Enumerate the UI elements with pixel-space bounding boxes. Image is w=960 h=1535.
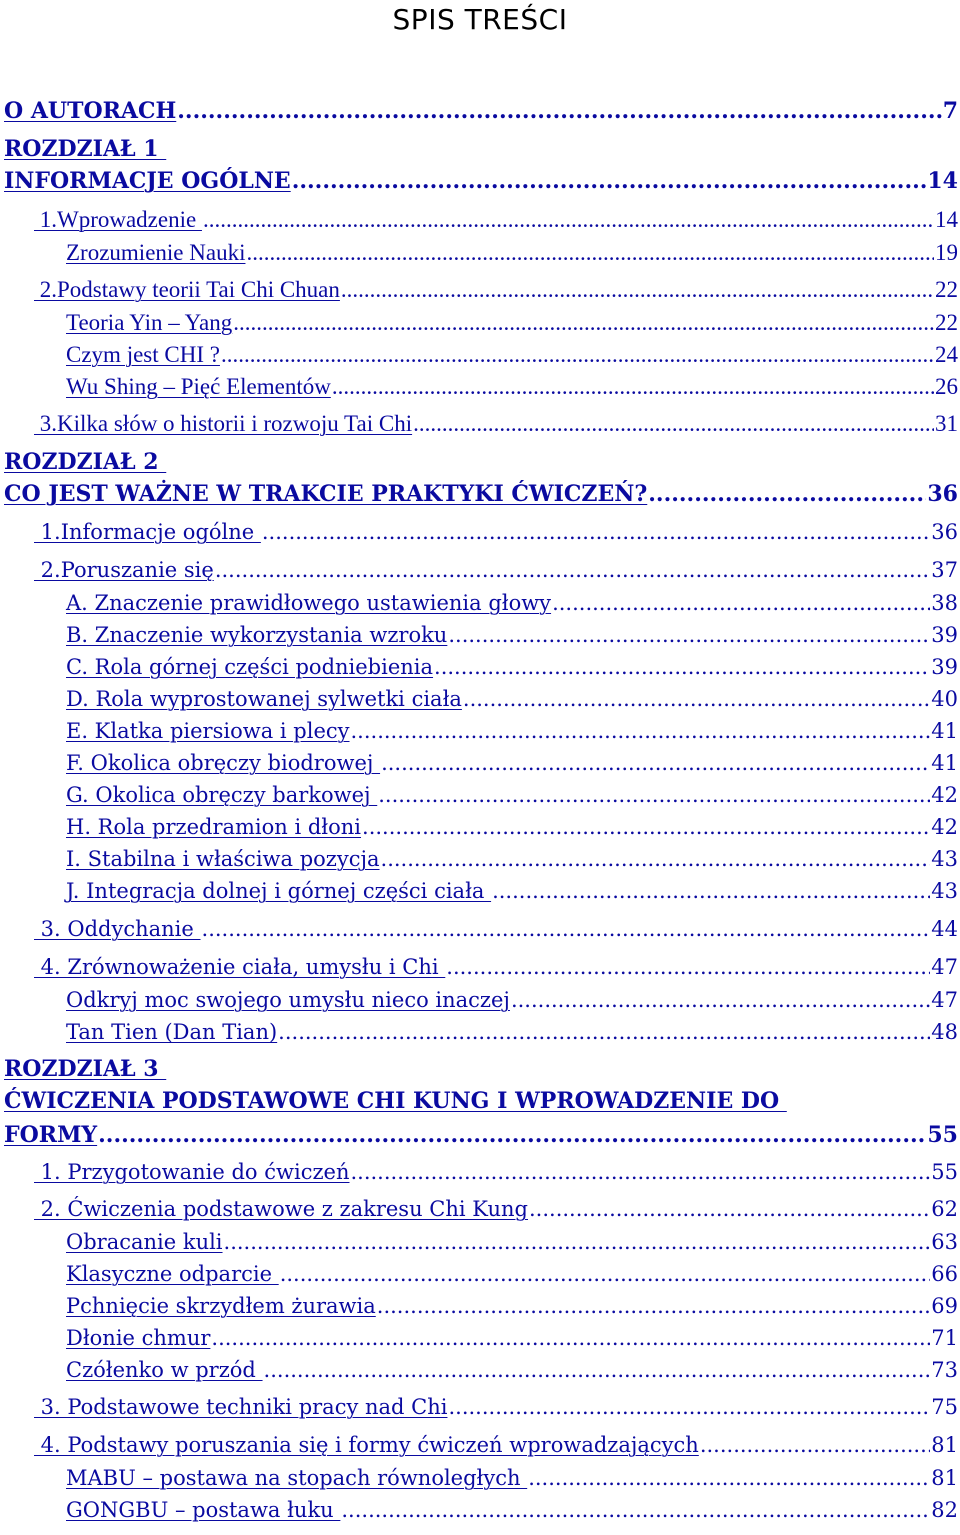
- toc-leader-dots: [492, 879, 930, 903]
- toc-entry-label: Wu Shing – Pięć Elementów: [66, 374, 331, 399]
- toc-entry-h[interactable]: [66, 815, 958, 839]
- toc-leader-dots: [233, 310, 934, 336]
- toc-entry-mabu[interactable]: [66, 1466, 958, 1490]
- toc-entry-wu-shing[interactable]: [66, 374, 958, 400]
- toc-page-number: 82: [931, 1498, 958, 1522]
- toc-leader-dots: [378, 783, 930, 807]
- toc-leader-dots: [529, 1197, 930, 1221]
- toc-entry-label: J. Integracja dolnej i górnej części ciała: [66, 879, 492, 903]
- toc-entry-label: 4. Zrównoważenie ciała, umysłu i Chi: [34, 955, 446, 979]
- chapter-heading-1[interactable]: ROZDZIAŁ 1: [4, 136, 167, 162]
- chapter-heading-2[interactable]: ROZDZIAŁ 2: [4, 449, 167, 475]
- toc-page-number: 75: [931, 1395, 958, 1419]
- toc-leader-dots: [224, 1230, 931, 1254]
- chapter-title-line-1[interactable]: ĆWICZENIA PODSTAWOWE CHI KUNG I WPROWADZENIE DO: [4, 1088, 787, 1114]
- toc-entry-co-jest-wazne[interactable]: [4, 481, 958, 507]
- toc-entry-label: C. Rola górnej części podniebienia: [66, 655, 434, 679]
- page-title: SPIS TREŚCI: [392, 3, 568, 36]
- toc-leader-dots: [528, 1466, 930, 1490]
- toc-page-number: 36: [931, 520, 958, 544]
- toc-page-number: 62: [931, 1197, 958, 1221]
- toc-page-number: 43: [931, 847, 958, 871]
- toc-page-number: 48: [931, 1020, 958, 1044]
- toc-entry-label: Tan Tien (Dan Tian): [66, 1020, 278, 1044]
- toc-leader-dots: [221, 342, 934, 368]
- toc-page-number: 44: [931, 917, 958, 941]
- toc-leader-dots: [292, 168, 927, 194]
- toc-page-number: 37: [931, 558, 958, 582]
- toc-page-number: 55: [927, 1122, 958, 1148]
- toc-leader-dots: [98, 1122, 926, 1148]
- toc-leader-dots: [262, 520, 930, 544]
- toc-page-number: 39: [931, 623, 958, 647]
- toc-entry-label: H. Rola przedramion i dłoni: [66, 815, 362, 839]
- toc-page-number: 63: [931, 1230, 958, 1254]
- toc-page-number: 47: [931, 988, 958, 1012]
- toc-entry-g[interactable]: [66, 783, 958, 807]
- toc-page-number: 22: [935, 310, 958, 335]
- toc-entry-label: 3. Podstawowe techniki pracy nad Chi: [34, 1395, 448, 1419]
- toc-entry-label: D. Rola wyprostowanej sylwetki ciała: [66, 687, 462, 711]
- toc-leader-dots: [377, 1294, 931, 1318]
- toc-page-number: 43: [931, 879, 958, 903]
- toc-entry-e[interactable]: [66, 719, 958, 743]
- toc-entry-label: CO JEST WAŻNE W TRAKCIE PRAKTYKI ĆWICZEŃ?: [4, 481, 648, 507]
- toc-entry-label: Czółenko w przód: [66, 1358, 263, 1382]
- toc-page-number: 69: [931, 1294, 958, 1318]
- toc-leader-dots: [463, 687, 930, 711]
- toc-entry-gongbu[interactable]: [66, 1498, 958, 1522]
- toc-entry-czym-jest-chi[interactable]: [66, 342, 958, 368]
- toc-page-number: 41: [931, 719, 958, 743]
- toc-entry-label: 3. Oddychanie: [34, 917, 201, 941]
- toc-entry-label: Czym jest CHI ?: [66, 342, 220, 367]
- toc-leader-dots: [246, 240, 934, 266]
- toc-entry-label: 3.Kilka słów o historii i rozwoju Tai Chi: [34, 411, 413, 436]
- toc-entry-historia-tai-chi[interactable]: [34, 411, 958, 437]
- toc-entry-c[interactable]: [66, 655, 958, 679]
- toc-entry-label: 2.Poruszanie się: [34, 558, 214, 582]
- toc-page-number: 22: [935, 277, 958, 302]
- toc-page-number: 39: [931, 655, 958, 679]
- toc-page-number: 24: [935, 342, 958, 367]
- toc-entry-teoria-yin-yang[interactable]: [66, 310, 958, 336]
- toc-leader-dots: [215, 558, 930, 582]
- toc-entry-label: 1.Informacje ogólne: [34, 520, 261, 544]
- toc-entry-dlonie-chmur[interactable]: [66, 1326, 958, 1350]
- toc-entry-obracanie-kuli[interactable]: [66, 1230, 958, 1254]
- toc-entry-label: E. Klatka piersiowa i plecy: [66, 719, 350, 743]
- toc-entry-klasyczne-odparcie[interactable]: [66, 1262, 958, 1286]
- toc-leader-dots: [448, 1395, 930, 1419]
- toc-leader-dots: [332, 374, 934, 400]
- toc-entry-label: Teoria Yin – Yang: [66, 310, 233, 335]
- toc-entry-informacje-ogolne-2[interactable]: [34, 520, 958, 544]
- toc-entry-label: 1. Przygotowanie do ćwiczeń: [34, 1160, 350, 1184]
- toc-entry-tan-tien[interactable]: [66, 1020, 958, 1044]
- toc-entry-zrownowazenie[interactable]: [34, 955, 958, 979]
- toc-page-number: 71: [931, 1326, 958, 1350]
- toc-entry-poruszanie-sie[interactable]: [34, 558, 958, 582]
- toc-entry-label: MABU – postawa na stopach równoległych: [66, 1466, 528, 1490]
- toc-leader-dots: [264, 1358, 931, 1382]
- toc-leader-dots: [511, 988, 930, 1012]
- toc-entry-label: Zrozumienie Nauki: [66, 240, 246, 265]
- toc-entry-label: GONGBU – postawa łuku: [66, 1498, 341, 1522]
- toc-entry-f[interactable]: [66, 751, 958, 775]
- toc-entry-pchniecie[interactable]: [66, 1294, 958, 1318]
- toc-entry-formy[interactable]: [4, 1122, 958, 1148]
- toc-page-number: 36: [927, 481, 958, 507]
- toc-page-number: 55: [931, 1160, 958, 1184]
- toc-page-number: 38: [931, 591, 958, 615]
- toc-page-number: 7: [942, 98, 958, 124]
- toc-leader-dots: [341, 1498, 930, 1522]
- toc-entry-informacje-ogolne[interactable]: [4, 168, 958, 194]
- toc-page-number: 66: [931, 1262, 958, 1286]
- toc-leader-dots: [203, 207, 934, 233]
- toc-page-number: 42: [931, 783, 958, 807]
- toc-page-number: 31: [935, 411, 958, 436]
- toc-entry-d[interactable]: [66, 687, 958, 711]
- toc-entry-przygotowanie[interactable]: [34, 1160, 958, 1184]
- toc-leader-dots: [202, 917, 931, 941]
- toc-entry-techniki-chi[interactable]: [34, 1395, 958, 1419]
- toc-entry-wprowadzenie[interactable]: [34, 207, 958, 233]
- toc-page-number: 19: [935, 240, 958, 265]
- toc-leader-dots: [177, 98, 941, 124]
- toc-entry-czolenko[interactable]: [66, 1358, 958, 1382]
- toc-page-number: 47: [931, 955, 958, 979]
- toc-leader-dots: [381, 751, 930, 775]
- toc-entry-label: Odkryj moc swojego umysłu nieco inaczej: [66, 988, 510, 1012]
- toc-leader-dots: [211, 1326, 930, 1350]
- toc-leader-dots: [341, 277, 934, 303]
- toc-entry-label: F. Okolica obręczy biodrowej: [66, 751, 381, 775]
- toc-entry-label: INFORMACJE OGÓLNE: [4, 168, 291, 194]
- toc-leader-dots: [446, 955, 930, 979]
- toc-entry-podstawy-teorii[interactable]: [34, 277, 958, 303]
- toc-entry-oddychanie[interactable]: [34, 917, 958, 941]
- toc-leader-dots: [552, 591, 930, 615]
- toc-entry-label: O AUTORACH: [4, 98, 177, 124]
- toc-page-number: 41: [931, 751, 958, 775]
- toc-page-number: 81: [931, 1433, 958, 1457]
- toc-entry-label: 4. Podstawy poruszania się i formy ćwiczeń wprowadzających: [34, 1433, 699, 1457]
- toc-leader-dots: [448, 623, 930, 647]
- toc-entry-b[interactable]: [66, 623, 958, 647]
- toc-leader-dots: [381, 847, 931, 871]
- toc-entry-label: G. Okolica obręczy barkowej: [66, 783, 378, 807]
- toc-entry-zrozumienie-nauki[interactable]: [66, 240, 958, 266]
- toc-leader-dots: [350, 1160, 930, 1184]
- toc-entry-j[interactable]: [66, 879, 958, 903]
- toc-leader-dots: [278, 1020, 930, 1044]
- toc-entry-label: A. Znaczenie prawidłowego ustawienia głowy: [66, 591, 552, 615]
- toc-leader-dots: [362, 815, 930, 839]
- toc-leader-dots: [648, 481, 926, 507]
- toc-page-number: 26: [935, 374, 958, 399]
- toc-leader-dots: [434, 655, 930, 679]
- toc-entry-i[interactable]: [66, 847, 958, 871]
- toc-page-number: 14: [927, 168, 958, 194]
- toc-entry-label: Klasyczne odparcie: [66, 1262, 279, 1286]
- toc-page-number: 42: [931, 815, 958, 839]
- toc-entry-podstawy-poruszania[interactable]: [34, 1433, 958, 1457]
- toc-entry-label: Dłonie chmur: [66, 1326, 211, 1350]
- toc-leader-dots: [700, 1433, 930, 1457]
- toc-entry-label: Obracanie kuli: [66, 1230, 223, 1254]
- toc-entry-label: 2. Ćwiczenia podstawowe z zakresu Chi Kung: [34, 1197, 528, 1221]
- toc-entry-label: B. Znaczenie wykorzystania wzroku: [66, 623, 448, 647]
- toc-leader-dots: [413, 411, 934, 437]
- toc-entry-o-autorach[interactable]: [4, 98, 958, 124]
- toc-page-number: 14: [935, 207, 958, 232]
- toc-entry-cwiczenia-podstawowe[interactable]: [34, 1197, 958, 1221]
- toc-entry-a[interactable]: [66, 591, 958, 615]
- toc-entry-label: FORMY: [4, 1122, 98, 1148]
- chapter-heading-3[interactable]: ROZDZIAŁ 3: [4, 1056, 167, 1082]
- toc-entry-label: 1.Wprowadzenie: [34, 207, 202, 232]
- toc-entry-odkryj-moc[interactable]: [66, 988, 958, 1012]
- toc-entry-label: Pchnięcie skrzydłem żurawia: [66, 1294, 376, 1318]
- toc-page-number: 81: [931, 1466, 958, 1490]
- toc-page-number: 40: [931, 687, 958, 711]
- toc-entry-label: 2.Podstawy teorii Tai Chi Chuan: [34, 277, 340, 302]
- toc-entry-label: I. Stabilna i właściwa pozycja: [66, 847, 380, 871]
- toc-leader-dots: [351, 719, 931, 743]
- toc-leader-dots: [280, 1262, 931, 1286]
- toc-page-number: 73: [931, 1358, 958, 1382]
